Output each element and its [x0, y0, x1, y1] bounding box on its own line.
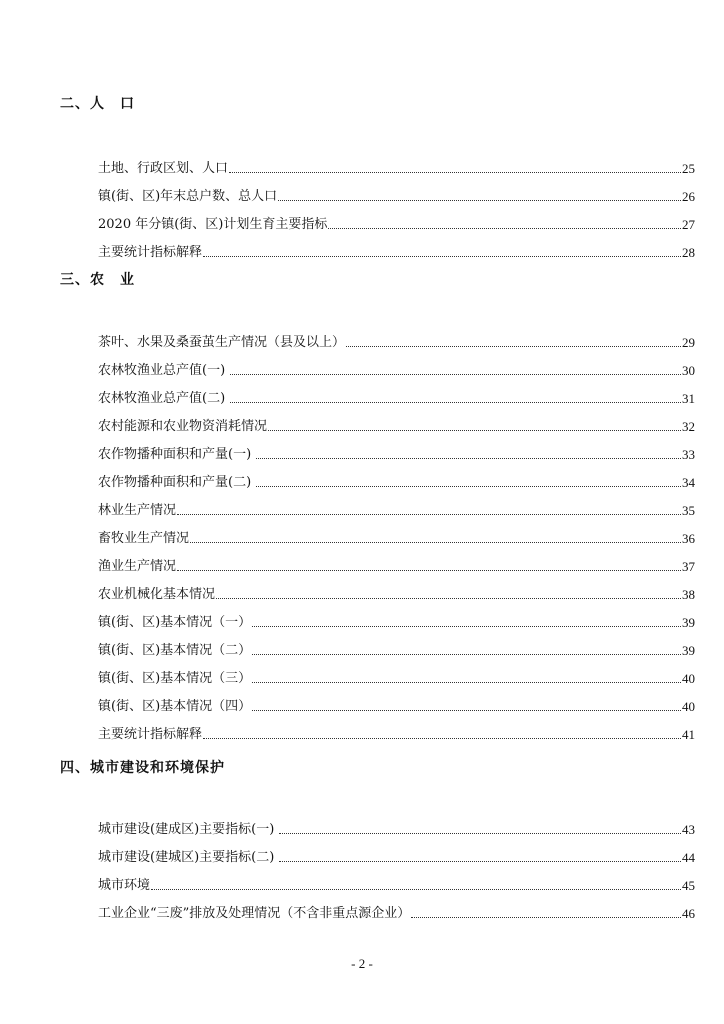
entry-label: 农村能源和农业物资消耗情况 — [98, 419, 268, 434]
toc-section-urban-construction — [60, 758, 695, 921]
entry-page-number: 38 — [682, 587, 695, 602]
entry-label: 镇(街、区)基本情况（四） — [98, 699, 252, 714]
toc-entry[interactable] — [98, 876, 695, 896]
dot-leader — [230, 402, 681, 403]
dot-leader — [203, 256, 681, 257]
toc-entry[interactable] — [98, 820, 695, 840]
entry-page-number: 39 — [682, 643, 695, 658]
entry-page-number: 29 — [682, 335, 695, 350]
dot-leader — [252, 710, 681, 711]
toc-section-population — [60, 94, 695, 260]
entry-page-number: 25 — [682, 161, 695, 176]
entry-page-number: 40 — [682, 671, 695, 686]
entry-page-number: 39 — [682, 615, 695, 630]
entry-label: 茶叶、水果及桑蚕茧生产情况（县及以上） — [98, 335, 346, 350]
dot-leader — [278, 200, 681, 201]
dot-leader — [252, 682, 681, 683]
entry-page-number: 44 — [682, 850, 695, 865]
entry-label: 镇(街、区)年末总户数、总人口 — [98, 189, 278, 204]
entry-page-number: 28 — [682, 245, 695, 260]
toc-entry[interactable] — [98, 557, 695, 577]
dot-leader — [346, 346, 681, 347]
entry-label: 城市建设(建城区)主要指标(二) — [98, 850, 279, 865]
dot-leader — [216, 598, 681, 599]
dot-leader — [151, 889, 681, 890]
toc-entry[interactable] — [98, 417, 695, 437]
dot-leader — [279, 861, 681, 862]
entry-label: 渔业生产情况 — [98, 559, 177, 574]
entry-label: 主要统计指标解释 — [98, 727, 203, 742]
entry-label: 林业生产情况 — [98, 503, 177, 518]
entry-page-number: 30 — [682, 363, 695, 378]
dot-leader — [229, 172, 681, 173]
entry-label: 镇(街、区)基本情况（三） — [98, 671, 252, 686]
dot-leader — [279, 833, 681, 834]
entry-label: 城市建设(建成区)主要指标(一) — [98, 822, 279, 837]
dot-leader — [328, 228, 681, 229]
toc-entry[interactable] — [98, 333, 695, 353]
toc-entry[interactable] — [98, 215, 695, 235]
toc-entry[interactable] — [98, 529, 695, 549]
entry-label: 镇(街、区)基本情况（二） — [98, 643, 252, 658]
toc-entry[interactable] — [98, 187, 695, 207]
dot-leader — [190, 542, 681, 543]
toc-entry[interactable] — [98, 243, 695, 263]
dot-leader — [203, 738, 681, 739]
entry-label: 农作物播种面积和产量(一) — [98, 447, 256, 462]
entry-page-number: 32 — [682, 419, 695, 434]
toc-entry[interactable] — [98, 159, 695, 179]
section-title: 三、农 业 — [60, 272, 135, 288]
toc-entry[interactable] — [98, 585, 695, 605]
page-number: - 2 - — [351, 956, 373, 971]
entry-label: 农业机械化基本情况 — [98, 587, 216, 602]
toc-entry[interactable] — [98, 501, 695, 521]
entry-page-number: 40 — [682, 699, 695, 714]
toc-entry[interactable] — [98, 473, 695, 493]
toc-entry[interactable] — [98, 669, 695, 689]
entry-page-number: 33 — [682, 447, 695, 462]
toc-entry[interactable] — [98, 641, 695, 661]
entry-page-number: 35 — [682, 503, 695, 518]
entry-label: 主要统计指标解释 — [98, 245, 203, 260]
entry-page-number: 45 — [682, 878, 695, 893]
dot-leader — [230, 374, 681, 375]
dot-leader — [268, 430, 681, 431]
entry-page-number: 36 — [682, 531, 695, 546]
entry-page-number: 26 — [682, 189, 695, 204]
entry-page-number: 27 — [682, 217, 695, 232]
toc-entry[interactable] — [98, 904, 695, 924]
dot-leader — [252, 626, 681, 627]
section-title: 四、城市建设和环境保护 — [60, 760, 225, 776]
dot-leader — [177, 514, 681, 515]
dot-leader — [252, 654, 681, 655]
entry-page-number: 31 — [682, 391, 695, 406]
toc-entry[interactable] — [98, 848, 695, 868]
entry-page-number: 41 — [682, 727, 695, 742]
toc-entry[interactable] — [98, 445, 695, 465]
entry-label: 工业企业“三废”排放及处理情况（不含非重点源企业） — [98, 906, 411, 921]
dot-leader — [256, 486, 681, 487]
entry-label: 农林牧渔业总产值(一) — [98, 363, 230, 378]
entry-page-number: 46 — [682, 906, 695, 921]
toc-entry[interactable] — [98, 613, 695, 633]
entry-label: 土地、行政区划、人口 — [98, 161, 229, 176]
entry-label: 畜牧业生产情况 — [98, 531, 190, 546]
entry-page-number: 43 — [682, 822, 695, 837]
section-title: 二、人 口 — [60, 96, 135, 112]
toc-section-agriculture — [60, 270, 695, 742]
entry-label: 2020 年分镇(街、区)计划生育主要指标 — [98, 217, 328, 232]
toc-entry[interactable] — [98, 361, 695, 381]
entry-page-number: 34 — [682, 475, 695, 490]
entry-page-number: 37 — [682, 559, 695, 574]
toc-entry[interactable] — [98, 389, 695, 409]
entry-label: 农作物播种面积和产量(二) — [98, 475, 256, 490]
toc-entry[interactable] — [98, 725, 695, 745]
entry-label: 农林牧渔业总产值(二) — [98, 391, 230, 406]
toc-entry[interactable] — [98, 697, 695, 717]
entry-label: 城市环境 — [98, 878, 151, 893]
dot-leader — [177, 570, 681, 571]
dot-leader — [411, 917, 681, 918]
entry-label: 镇(街、区)基本情况（一） — [98, 615, 252, 630]
dot-leader — [256, 458, 681, 459]
